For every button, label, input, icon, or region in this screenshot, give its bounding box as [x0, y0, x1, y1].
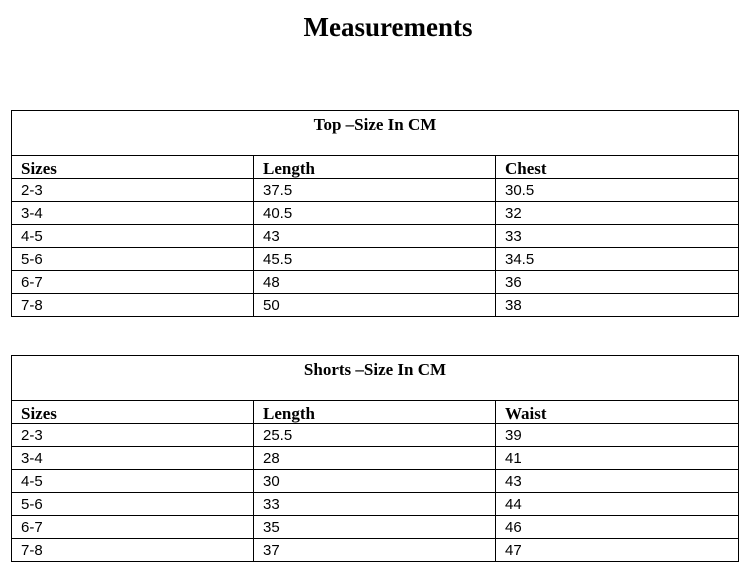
table-row [12, 271, 739, 294]
table-row [12, 202, 739, 225]
size-cell: 6-7 [12, 271, 254, 294]
waist-cell: 47 [496, 539, 739, 562]
size-cell: 5-6 [12, 248, 254, 271]
table-row [12, 179, 739, 202]
table-row [12, 248, 739, 271]
length-cell: 37.5 [254, 179, 496, 202]
length-cell: 35 [254, 516, 496, 539]
length-cell: 33 [254, 493, 496, 516]
shorts-table-header-row [12, 401, 739, 424]
waist-cell: 44 [496, 493, 739, 516]
waist-cell: 43 [496, 470, 739, 493]
table-row [12, 424, 739, 447]
length-cell: 25.5 [254, 424, 496, 447]
top-size-table [11, 110, 739, 317]
waist-cell: 41 [496, 447, 739, 470]
chest-cell: 32 [496, 202, 739, 225]
size-cell: 5-6 [12, 493, 254, 516]
length-cell: 45.5 [254, 248, 496, 271]
shorts-header-waist: Waist [496, 401, 739, 424]
waist-cell: 39 [496, 424, 739, 447]
length-cell: 28 [254, 447, 496, 470]
top-header-sizes: Sizes [12, 156, 254, 179]
chest-cell: 30.5 [496, 179, 739, 202]
top-header-length: Length [254, 156, 496, 179]
table-row [12, 294, 739, 317]
size-cell: 4-5 [12, 225, 254, 248]
size-cell: 4-5 [12, 470, 254, 493]
length-cell: 30 [254, 470, 496, 493]
chest-cell: 33 [496, 225, 739, 248]
size-cell: 3-4 [12, 202, 254, 225]
top-header-chest: Chest [496, 156, 739, 179]
table-row [12, 493, 739, 516]
size-cell: 7-8 [12, 294, 254, 317]
shorts-header-length: Length [254, 401, 496, 424]
chest-cell: 38 [496, 294, 739, 317]
size-cell: 2-3 [12, 424, 254, 447]
size-cell: 2-3 [12, 179, 254, 202]
length-cell: 50 [254, 294, 496, 317]
length-cell: 48 [254, 271, 496, 294]
table-row [12, 225, 739, 248]
shorts-table-caption: Shorts –Size In CM [12, 356, 739, 401]
page-title: Measurements [303, 12, 473, 42]
size-cell: 6-7 [12, 516, 254, 539]
table-row [12, 539, 739, 562]
table-row [12, 516, 739, 539]
top-table-header-row [12, 156, 739, 179]
table-row [12, 470, 739, 493]
waist-cell: 46 [496, 516, 739, 539]
shorts-size-table [11, 355, 739, 562]
size-cell: 7-8 [12, 539, 254, 562]
length-cell: 40.5 [254, 202, 496, 225]
table-row [12, 447, 739, 470]
chest-cell: 34.5 [496, 248, 739, 271]
chest-cell: 36 [496, 271, 739, 294]
top-table-caption: Top –Size In CM [12, 111, 739, 156]
shorts-header-sizes: Sizes [12, 401, 254, 424]
size-cell: 3-4 [12, 447, 254, 470]
length-cell: 43 [254, 225, 496, 248]
length-cell: 37 [254, 539, 496, 562]
